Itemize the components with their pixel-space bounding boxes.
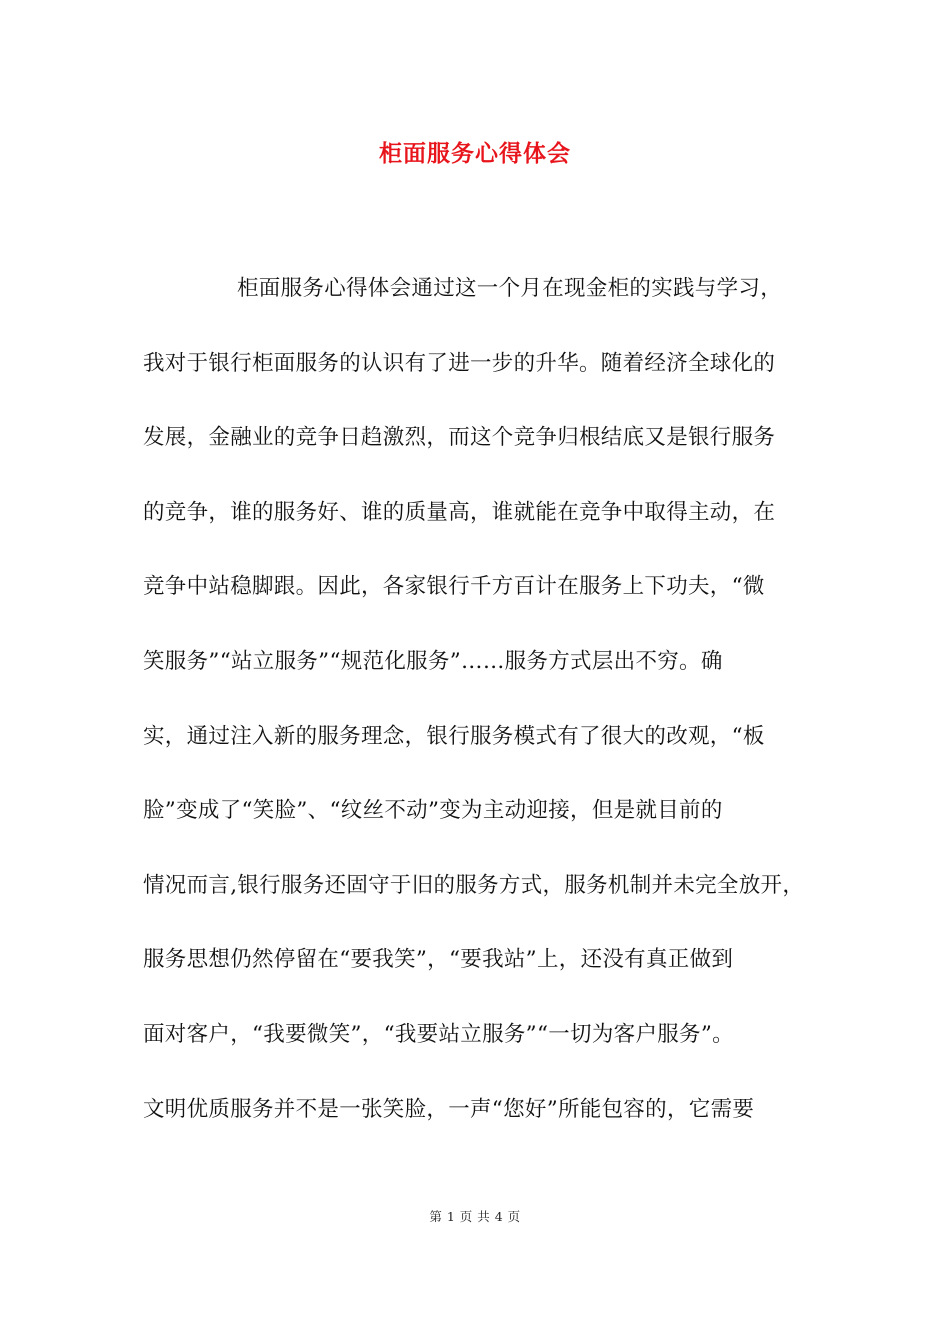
paragraph-line: 笑服务”“站立服务”“规范化服务”……服务方式层出不穷。确 [143, 648, 723, 674]
page-number-footer: 第 1 页 共 4 页 [429, 1209, 521, 1224]
paragraph-line: 发展，金融业的竞争日趋激烈，而这个竞争归根结底又是银行服务 [143, 425, 776, 451]
paragraph-line: 竞争中站稳脚跟。因此，各家银行千方百计在服务上下功夫，“微 [143, 574, 765, 600]
paragraph-line: 实，通过注入新的服务理念，银行服务模式有了很大的改观，“板 [143, 723, 765, 749]
paragraph-line: 脸”变成了“笑脸”、“纹丝不动”变为主动迎接，但是就目前的 [143, 798, 723, 824]
paragraph-line: 我对于银行柜面服务的认识有了进一步的升华。随着经济全球化的 [143, 350, 776, 376]
paragraph-line: 面对客户，“我要微笑”，“我要站立服务”“一切为客户服务”。 [143, 1021, 734, 1047]
paragraph-line: 文明优质服务并不是一张笑脸，一声“您好”所能包容的，它需要 [143, 1096, 755, 1122]
document-title: 柜面服务心得体会 [379, 140, 571, 167]
document-body [143, 270, 843, 1165]
paragraph-line: 的竞争，谁的服务好、谁的质量高，谁就能在竞争中取得主动，在 [143, 499, 776, 525]
paragraph-line: 柜面服务心得体会通过这一个月在现金柜的实践与学习， [237, 276, 783, 301]
paragraph-line: 情况而言,银行服务还固守于旧的服务方式，服务机制并未完全放开， [143, 872, 805, 898]
paragraph-line: 服务思想仍然停留在“要我笑”，“要我站”上，还没有真正做到 [143, 947, 734, 973]
